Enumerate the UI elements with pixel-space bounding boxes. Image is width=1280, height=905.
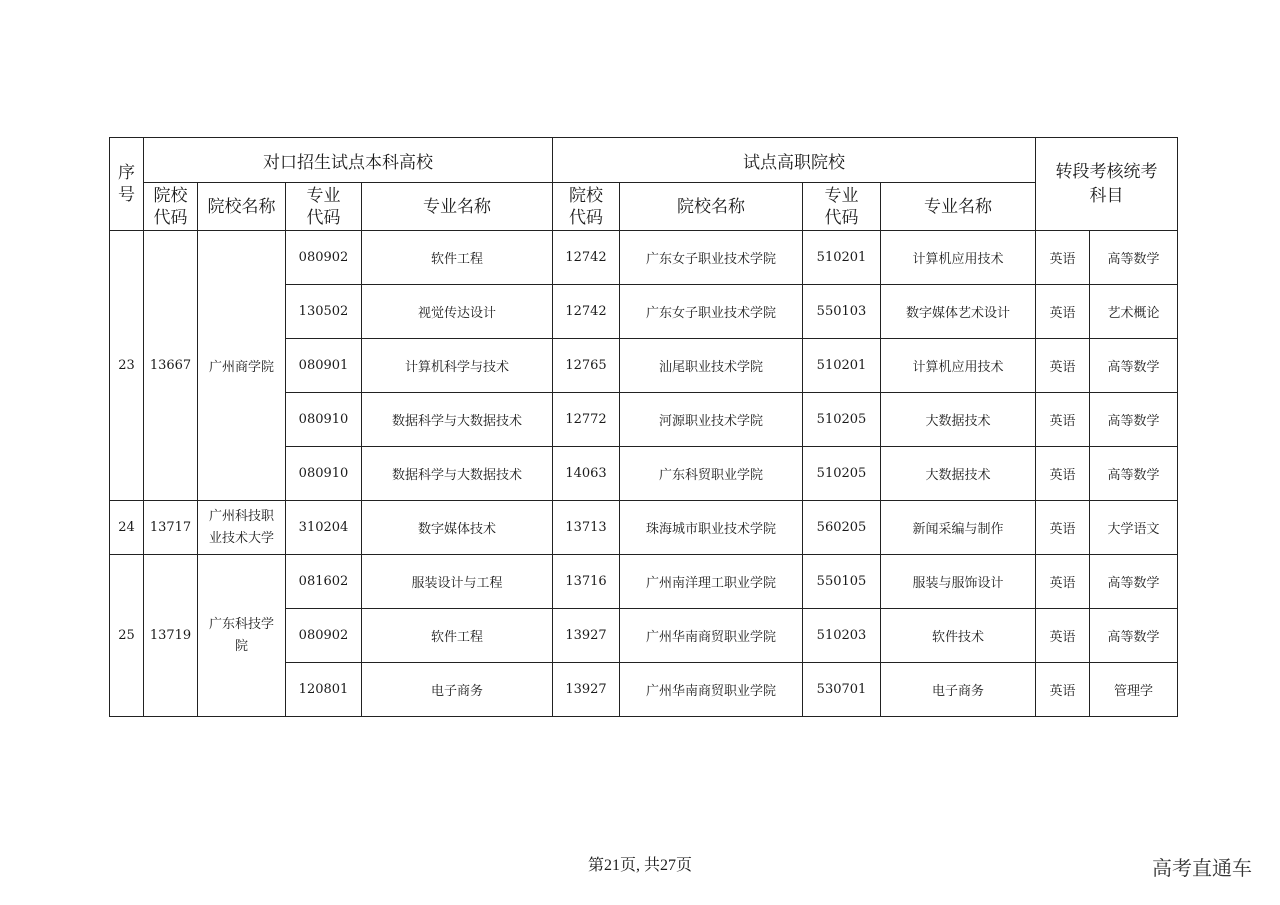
major-name-cell: 数据科学与大数据技术	[362, 393, 553, 447]
vocational-major-code-cell: 560205	[803, 501, 881, 555]
vocational-name-cell: 珠海城市职业技术学院	[620, 501, 803, 555]
vocational-major-name-cell: 大数据技术	[881, 447, 1036, 501]
vocational-major-name-header: 专业名称	[881, 183, 1036, 231]
seq-cell: 23	[110, 231, 144, 501]
vocational-name-cell: 广东科贸职业学院	[620, 447, 803, 501]
major-name-cell: 电子商务	[362, 663, 553, 717]
major-name-cell: 数据科学与大数据技术	[362, 447, 553, 501]
vocational-major-code-cell: 510205	[803, 447, 881, 501]
vocational-major-name-cell: 软件技术	[881, 609, 1036, 663]
major-name-cell: 软件工程	[362, 609, 553, 663]
vocational-code-cell: 14063	[553, 447, 620, 501]
watermark-text: 高考直通车	[1152, 856, 1252, 880]
school-code-cell: 13667	[144, 231, 198, 501]
vocational-code-cell: 12742	[553, 231, 620, 285]
school-name-cell	[198, 555, 286, 717]
vocational-major-name-cell: 数字媒体艺术设计	[881, 285, 1036, 339]
vocational-major-name-cell: 服装与服饰设计	[881, 555, 1036, 609]
vocational-major-name-cell: 新闻采编与制作	[881, 501, 1036, 555]
exam-subject-2-cell: 高等数学	[1090, 231, 1178, 285]
undergrad-school-name-header: 院校名称	[198, 183, 286, 231]
exam-subject-1-cell: 英语	[1036, 501, 1090, 555]
school-name-text: 广州科技职业技术大学	[208, 508, 274, 546]
major-code-cell: 310204	[286, 501, 362, 555]
vocational-code-cell: 12765	[553, 339, 620, 393]
major-code-cell: 080910	[286, 393, 362, 447]
vocational-name-cell: 广州华南商贸职业学院	[620, 609, 803, 663]
table-row	[110, 501, 1178, 555]
major-code-cell: 080901	[286, 339, 362, 393]
vocational-name-cell: 河源职业技术学院	[620, 393, 803, 447]
vocational-school-name-header: 院校名称	[620, 183, 803, 231]
major-code-cell: 080902	[286, 609, 362, 663]
exam-subject-1-cell: 英语	[1036, 555, 1090, 609]
major-name-cell: 计算机科学与技术	[362, 339, 553, 393]
vocational-major-name-cell: 电子商务	[881, 663, 1036, 717]
seq-cell: 25	[110, 555, 144, 717]
seq-cell: 24	[110, 501, 144, 555]
exam-subject-2-cell: 高等数学	[1090, 393, 1178, 447]
table-row	[110, 555, 1178, 609]
vocational-name-cell: 汕尾职业技术学院	[620, 339, 803, 393]
vocational-school-code-header: 院校代码	[553, 183, 620, 231]
vocational-name-cell: 广东女子职业技术学院	[620, 285, 803, 339]
major-name-cell: 数字媒体技术	[362, 501, 553, 555]
major-code-cell: 080902	[286, 231, 362, 285]
major-code-cell: 081602	[286, 555, 362, 609]
school-code-cell: 13717	[144, 501, 198, 555]
exam-subject-2-cell: 管理学	[1090, 663, 1178, 717]
vocational-major-name-cell: 计算机应用技术	[881, 339, 1036, 393]
exam-subject-2-cell: 高等数学	[1090, 447, 1178, 501]
vocational-group-header: 试点高职院校	[553, 138, 1036, 183]
vocational-major-code-cell: 530701	[803, 663, 881, 717]
major-code-cell: 130502	[286, 285, 362, 339]
exam-subject-1-cell: 英语	[1036, 393, 1090, 447]
exam-subject-2-cell: 大学语文	[1090, 501, 1178, 555]
school-code-cell: 13719	[144, 555, 198, 717]
major-code-cell: 080910	[286, 447, 362, 501]
table-row	[110, 231, 1178, 285]
major-name-cell: 服装设计与工程	[362, 555, 553, 609]
vocational-major-name-cell: 计算机应用技术	[881, 231, 1036, 285]
major-pairing-table	[109, 137, 1178, 717]
vocational-name-cell: 广州南洋理工职业学院	[620, 555, 803, 609]
exam-subject-2-cell: 高等数学	[1090, 339, 1178, 393]
undergrad-school-code-header: 院校代码	[144, 183, 198, 231]
vocational-code-cell: 13713	[553, 501, 620, 555]
exam-subject-2-cell: 艺术概论	[1090, 285, 1178, 339]
exam-subject-2-cell: 高等数学	[1090, 609, 1178, 663]
seq-header	[110, 138, 144, 231]
vocational-major-code-cell: 550105	[803, 555, 881, 609]
vocational-code-cell: 12742	[553, 285, 620, 339]
vocational-name-cell: 广州华南商贸职业学院	[620, 663, 803, 717]
undergrad-group-header: 对口招生试点本科高校	[144, 138, 553, 183]
seq-header-text: 序号	[118, 163, 135, 205]
vocational-code-cell: 12772	[553, 393, 620, 447]
exam-group-header-text: 转段考核统考科目	[1055, 162, 1158, 206]
major-name-cell: 视觉传达设计	[362, 285, 553, 339]
page-number: 第21页, 共27页	[587, 857, 692, 874]
major-code-cell: 120801	[286, 663, 362, 717]
exam-subject-1-cell: 英语	[1036, 231, 1090, 285]
school-name-cell	[198, 501, 286, 555]
school-name-text: 广东科技学院	[208, 616, 274, 654]
vocational-major-name-cell: 大数据技术	[881, 393, 1036, 447]
vocational-major-code-cell: 510203	[803, 609, 881, 663]
undergrad-major-code-header: 专业代码	[286, 183, 362, 231]
vocational-name-cell: 广东女子职业技术学院	[620, 231, 803, 285]
vocational-major-code-cell: 510201	[803, 339, 881, 393]
vocational-code-cell: 13927	[553, 609, 620, 663]
exam-subject-1-cell: 英语	[1036, 285, 1090, 339]
vocational-code-cell: 13716	[553, 555, 620, 609]
vocational-major-code-header: 专业代码	[803, 183, 881, 231]
exam-subject-1-cell: 英语	[1036, 663, 1090, 717]
vocational-major-code-cell: 510201	[803, 231, 881, 285]
vocational-major-code-cell: 510205	[803, 393, 881, 447]
vocational-code-cell: 13927	[553, 663, 620, 717]
exam-subject-2-cell: 高等数学	[1090, 555, 1178, 609]
exam-group-header	[1036, 138, 1178, 231]
vocational-major-code-cell: 550103	[803, 285, 881, 339]
major-name-cell: 软件工程	[362, 231, 553, 285]
exam-subject-1-cell: 英语	[1036, 447, 1090, 501]
exam-subject-1-cell: 英语	[1036, 609, 1090, 663]
school-name-cell: 广州商学院	[198, 231, 286, 501]
undergrad-major-name-header: 专业名称	[362, 183, 553, 231]
exam-subject-1-cell: 英语	[1036, 339, 1090, 393]
